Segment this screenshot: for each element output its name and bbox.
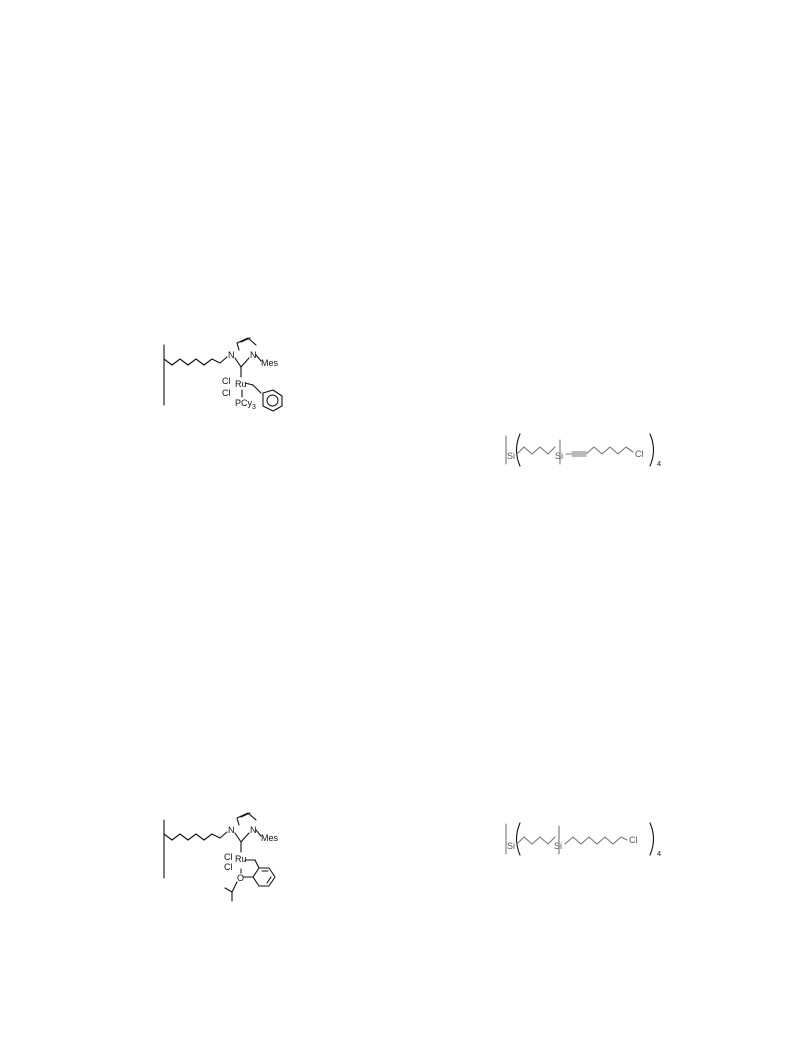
atom-ru: Ru <box>235 854 247 864</box>
structure-grubbs-catalyst-supported <box>155 335 315 415</box>
atom-ru: Ru <box>235 379 247 389</box>
structure-hoveyda-catalyst-supported <box>155 810 315 910</box>
ch-ring-bond <box>255 860 259 868</box>
label-multiplier: 4 <box>657 851 661 858</box>
atom-cl-2: Cl <box>222 388 231 398</box>
n-c-bond-right <box>241 358 249 367</box>
phenyl-aromatic-circle <box>267 395 278 406</box>
atom-n-left: N <box>228 825 235 835</box>
left-paren <box>517 823 521 855</box>
n-c-bond-left <box>235 833 241 842</box>
atom-cl-1: Cl <box>224 852 233 862</box>
chloro-hexyl-chain <box>565 837 627 844</box>
phenyl-ring <box>263 390 282 411</box>
atom-n-left: N <box>228 350 235 360</box>
atom-o: O <box>237 873 245 883</box>
right-paren <box>650 823 654 855</box>
alkyl-linker <box>164 832 227 840</box>
structure-silane-chlorohexyl-dendrimer <box>502 818 672 863</box>
label-pcy: PCy <box>235 398 253 408</box>
atom-si-chain: Si <box>555 451 564 461</box>
n-c-bond-right <box>241 833 249 842</box>
aryl-double-2 <box>267 877 271 883</box>
alkyl-linker <box>164 357 227 365</box>
atom-n-right: N <box>250 350 257 360</box>
silane-chlorohexyl-drawing <box>502 818 672 863</box>
propyl-chain <box>517 837 555 844</box>
left-paren <box>517 434 521 466</box>
atom-cl-2: Cl <box>224 862 233 872</box>
label-mes: Mes <box>261 833 279 843</box>
hoveyda-catalyst-drawing <box>155 810 315 910</box>
structure-silane-alkyne-dendrimer <box>502 430 672 475</box>
label-pcy-subscript: 3 <box>252 404 256 411</box>
atom-cl-end: Cl <box>629 835 638 845</box>
right-paren <box>650 434 654 466</box>
label-mes: Mes <box>261 358 279 368</box>
benzylidene-bond <box>253 385 261 393</box>
chloro-hexyl-chain <box>586 447 633 454</box>
silane-alkyne-drawing <box>502 430 672 475</box>
label-multiplier: 4 <box>657 461 661 468</box>
atom-cl-end: Cl <box>635 449 644 459</box>
atom-si-core: Si <box>507 841 516 851</box>
atom-cl-1: Cl <box>222 376 231 386</box>
atom-n-right: N <box>250 825 257 835</box>
atom-si-core: Si <box>507 451 516 461</box>
propyl-chain <box>517 447 555 454</box>
n-c-bond-left <box>235 358 241 367</box>
isopropyl-left <box>225 882 237 892</box>
atom-si-chain: Si <box>554 841 563 851</box>
grubbs-catalyst-drawing <box>155 335 315 415</box>
